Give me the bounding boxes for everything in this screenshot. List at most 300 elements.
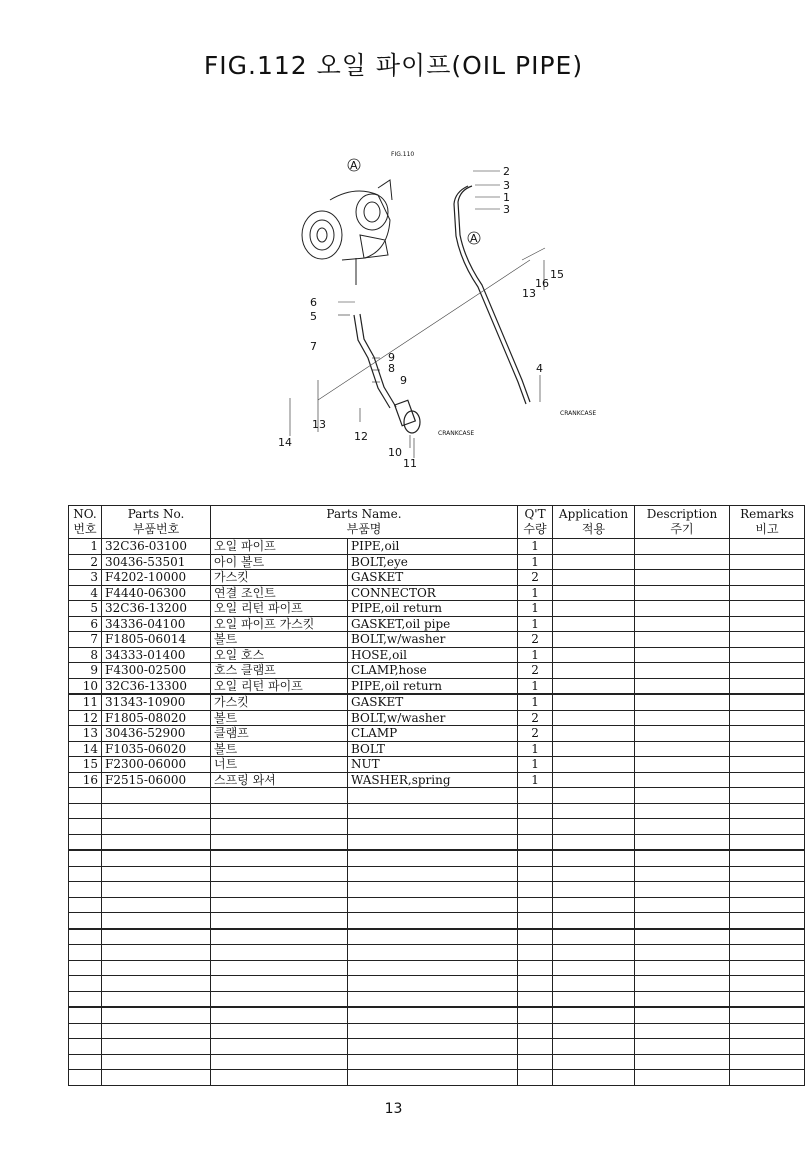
cell-qty	[518, 866, 553, 882]
cell-remarks	[730, 1007, 805, 1023]
crankcase-label-2: CRANKCASE	[438, 430, 475, 437]
cell-no	[69, 788, 102, 804]
table-row	[69, 757, 805, 773]
cell-name-ko	[211, 819, 348, 835]
cell-name-en: GASKET	[348, 694, 518, 710]
cell-qty: 1	[518, 585, 553, 601]
cell-qty: 2	[518, 632, 553, 648]
cell-remarks	[730, 694, 805, 710]
cell-name-ko: 볼트	[211, 710, 348, 726]
cell-remarks	[730, 585, 805, 601]
cell-part-no: 30436-52900	[102, 726, 211, 742]
callout-9a: 9	[388, 351, 395, 364]
table-row	[69, 991, 805, 1007]
cell-no: 10	[69, 678, 102, 694]
cell-application	[553, 757, 635, 773]
cell-application	[553, 632, 635, 648]
cell-description	[635, 1070, 730, 1086]
table-row	[69, 1039, 805, 1055]
cell-qty	[518, 788, 553, 804]
cell-application	[553, 945, 635, 961]
cell-description	[635, 570, 730, 586]
cell-description	[635, 1007, 730, 1023]
table-row	[69, 1070, 805, 1086]
cell-application	[553, 1054, 635, 1070]
cell-qty: 2	[518, 710, 553, 726]
cell-name-en: CLAMP	[348, 726, 518, 742]
cell-no: 9	[69, 663, 102, 679]
cell-qty: 1	[518, 554, 553, 570]
cell-name-ko: 오일 리턴 파이프	[211, 678, 348, 694]
cell-part-no: 32C36-03100	[102, 539, 211, 555]
cell-description	[635, 616, 730, 632]
cell-description	[635, 788, 730, 804]
cell-application	[553, 678, 635, 694]
cell-qty	[518, 834, 553, 850]
cell-name-ko: 연결 조인트	[211, 585, 348, 601]
cell-no: 3	[69, 570, 102, 586]
cell-qty	[518, 976, 553, 992]
cell-qty: 1	[518, 601, 553, 617]
table-row	[69, 866, 805, 882]
table-row	[69, 1007, 805, 1023]
cell-name-ko: 볼트	[211, 741, 348, 757]
cell-no	[69, 1070, 102, 1086]
parts-table	[68, 505, 805, 1086]
cell-description	[635, 554, 730, 570]
table-row	[69, 819, 805, 835]
callout-8: 8	[388, 362, 395, 375]
cell-remarks	[730, 647, 805, 663]
table-header-row	[69, 506, 805, 539]
header-no: NO. 번호	[69, 506, 102, 539]
cell-no	[69, 960, 102, 976]
table-row	[69, 585, 805, 601]
table-row	[69, 897, 805, 913]
cell-qty: 1	[518, 647, 553, 663]
cell-description	[635, 601, 730, 617]
cell-qty	[518, 897, 553, 913]
cell-description	[635, 1039, 730, 1055]
cell-description	[635, 929, 730, 945]
cell-part-no	[102, 960, 211, 976]
cell-qty	[518, 1054, 553, 1070]
ref-mark-a-2: A	[470, 232, 478, 245]
table-row	[69, 663, 805, 679]
cell-qty: 1	[518, 616, 553, 632]
cell-part-no	[102, 850, 211, 866]
cell-name-en: BOLT,w/washer	[348, 632, 518, 648]
cell-name-en	[348, 991, 518, 1007]
turbocharger-drawing	[302, 180, 392, 285]
cell-name-ko	[211, 1054, 348, 1070]
cell-part-no: F4440-06300	[102, 585, 211, 601]
cell-name-ko: 너트	[211, 757, 348, 773]
cell-no: 5	[69, 601, 102, 617]
callout-16: 16	[535, 277, 549, 290]
cell-no: 11	[69, 694, 102, 710]
cell-name-en	[348, 803, 518, 819]
cell-qty: 1	[518, 772, 553, 788]
cell-part-no	[102, 803, 211, 819]
header-parts-name: Parts Name. 부품명	[211, 506, 518, 539]
cell-qty: 1	[518, 694, 553, 710]
cell-name-ko	[211, 976, 348, 992]
cell-remarks	[730, 834, 805, 850]
cell-qty: 1	[518, 539, 553, 555]
cell-name-en	[348, 866, 518, 882]
cell-application	[553, 834, 635, 850]
cell-description	[635, 834, 730, 850]
cell-qty	[518, 1007, 553, 1023]
cell-no: 6	[69, 616, 102, 632]
table-row	[69, 539, 805, 555]
cell-qty	[518, 882, 553, 898]
cell-remarks	[730, 1054, 805, 1070]
cell-remarks	[730, 803, 805, 819]
cell-no: 2	[69, 554, 102, 570]
cell-part-no: F2515-06000	[102, 772, 211, 788]
table-row	[69, 710, 805, 726]
cell-description	[635, 710, 730, 726]
cell-description	[635, 726, 730, 742]
cell-no	[69, 945, 102, 961]
cell-name-ko	[211, 991, 348, 1007]
callout-13b: 13	[522, 287, 536, 300]
table-row	[69, 554, 805, 570]
parts-table-body	[69, 539, 805, 1086]
cell-part-no: 32C36-13200	[102, 601, 211, 617]
cell-no	[69, 1054, 102, 1070]
cell-name-ko	[211, 788, 348, 804]
cell-name-ko: 아이 볼트	[211, 554, 348, 570]
cell-name-en: CLAMP,hose	[348, 663, 518, 679]
cell-qty: 1	[518, 757, 553, 773]
table-row	[69, 850, 805, 866]
callout-10: 10	[388, 446, 402, 459]
cell-description	[635, 976, 730, 992]
cell-remarks	[730, 850, 805, 866]
cell-remarks	[730, 866, 805, 882]
header-parts-no: Parts No. 부품번호	[102, 506, 211, 539]
cell-name-ko: 볼트	[211, 632, 348, 648]
table-row	[69, 570, 805, 586]
cell-name-en	[348, 1054, 518, 1070]
cell-name-ko: 클램프	[211, 726, 348, 742]
exploded-parts-diagram	[260, 140, 620, 480]
cell-name-en: GASKET	[348, 570, 518, 586]
callout-14: 14	[278, 436, 292, 449]
cell-no: 8	[69, 647, 102, 663]
cell-name-ko: 호스 클램프	[211, 663, 348, 679]
table-row	[69, 788, 805, 804]
table-row	[69, 976, 805, 992]
table-row	[69, 632, 805, 648]
cell-name-en: HOSE,oil	[348, 647, 518, 663]
cell-application	[553, 663, 635, 679]
cell-name-en	[348, 1007, 518, 1023]
cell-remarks	[730, 788, 805, 804]
cell-description	[635, 803, 730, 819]
cell-application	[553, 960, 635, 976]
cell-qty: 1	[518, 741, 553, 757]
cell-name-ko	[211, 913, 348, 929]
table-row	[69, 741, 805, 757]
cell-no: 13	[69, 726, 102, 742]
header-description: Description 주기	[635, 506, 730, 539]
table-row	[69, 678, 805, 694]
cell-description	[635, 960, 730, 976]
table-row	[69, 834, 805, 850]
cell-part-no: F1805-06014	[102, 632, 211, 648]
callout-13a: 13	[312, 418, 326, 431]
cell-application	[553, 819, 635, 835]
cell-part-no	[102, 929, 211, 945]
cell-remarks	[730, 757, 805, 773]
axis-lines	[318, 248, 545, 400]
cell-name-ko	[211, 834, 348, 850]
cell-qty: 2	[518, 570, 553, 586]
cell-application	[553, 1007, 635, 1023]
table-row	[69, 960, 805, 976]
cell-description	[635, 757, 730, 773]
cell-part-no: 34333-01400	[102, 647, 211, 663]
cell-remarks	[730, 819, 805, 835]
cell-application	[553, 1023, 635, 1039]
cell-qty	[518, 850, 553, 866]
cell-name-ko: 스프링 와셔	[211, 772, 348, 788]
table-row	[69, 694, 805, 710]
cell-qty	[518, 1023, 553, 1039]
cell-part-no: F2300-06000	[102, 757, 211, 773]
cell-qty	[518, 991, 553, 1007]
cell-no	[69, 1007, 102, 1023]
cell-description	[635, 866, 730, 882]
cell-name-ko: 오일 리턴 파이프	[211, 601, 348, 617]
cell-remarks	[730, 976, 805, 992]
cell-part-no	[102, 882, 211, 898]
cell-application	[553, 991, 635, 1007]
cell-name-ko	[211, 960, 348, 976]
cell-name-en	[348, 1023, 518, 1039]
cell-no: 12	[69, 710, 102, 726]
cell-remarks	[730, 960, 805, 976]
cell-part-no: F1035-06020	[102, 741, 211, 757]
page-number: 13	[384, 1101, 403, 1117]
cell-description	[635, 663, 730, 679]
cell-application	[553, 694, 635, 710]
table-row	[69, 913, 805, 929]
cell-remarks	[730, 616, 805, 632]
cell-application	[553, 1039, 635, 1055]
callout-1: 1	[503, 191, 510, 204]
cell-description	[635, 850, 730, 866]
cell-part-no	[102, 866, 211, 882]
cell-name-en: PIPE,oil return	[348, 601, 518, 617]
cell-no	[69, 803, 102, 819]
cell-name-en	[348, 945, 518, 961]
return-pipe-drawing	[354, 314, 420, 433]
cell-part-no	[102, 819, 211, 835]
cell-name-en	[348, 882, 518, 898]
cell-part-no	[102, 976, 211, 992]
cell-description	[635, 741, 730, 757]
cell-part-no	[102, 897, 211, 913]
cell-remarks	[730, 570, 805, 586]
cell-name-en: WASHER,spring	[348, 772, 518, 788]
cell-name-en	[348, 913, 518, 929]
cell-qty: 1	[518, 678, 553, 694]
cell-application	[553, 616, 635, 632]
cell-part-no	[102, 991, 211, 1007]
cell-application	[553, 882, 635, 898]
cell-part-no	[102, 1054, 211, 1070]
cell-application	[553, 601, 635, 617]
cell-no	[69, 929, 102, 945]
callout-5: 5	[310, 310, 317, 323]
cell-no: 15	[69, 757, 102, 773]
cell-name-en: PIPE,oil	[348, 539, 518, 555]
cell-application	[553, 647, 635, 663]
table-row	[69, 726, 805, 742]
cell-name-en: BOLT,w/washer	[348, 710, 518, 726]
table-row	[69, 647, 805, 663]
cell-no	[69, 866, 102, 882]
cell-remarks	[730, 632, 805, 648]
cell-part-no	[102, 1007, 211, 1023]
cell-remarks	[730, 913, 805, 929]
cell-qty	[518, 945, 553, 961]
cell-no	[69, 834, 102, 850]
cell-part-no	[102, 1023, 211, 1039]
cell-name-ko: 가스킷	[211, 570, 348, 586]
cell-remarks	[730, 1070, 805, 1086]
cell-application	[553, 913, 635, 929]
cell-name-en	[348, 834, 518, 850]
cell-part-no	[102, 834, 211, 850]
cell-description	[635, 539, 730, 555]
cell-part-no	[102, 1039, 211, 1055]
header-application: Application 적용	[553, 506, 635, 539]
ref-mark-a-1: A	[350, 159, 358, 172]
cell-name-en	[348, 960, 518, 976]
cell-remarks	[730, 554, 805, 570]
cell-qty	[518, 819, 553, 835]
cell-name-en: PIPE,oil return	[348, 678, 518, 694]
cell-name-ko: 오일 호스	[211, 647, 348, 663]
cell-remarks	[730, 1039, 805, 1055]
cell-name-ko: 오일 파이프	[211, 539, 348, 555]
cell-application	[553, 772, 635, 788]
cell-remarks	[730, 663, 805, 679]
cell-name-en	[348, 819, 518, 835]
cell-description	[635, 647, 730, 663]
crankcase-label-1: CRANKCASE	[560, 410, 597, 417]
cell-name-en	[348, 850, 518, 866]
cell-name-en	[348, 929, 518, 945]
oil-pipe-drawing	[454, 186, 530, 404]
cell-name-ko: 가스킷	[211, 694, 348, 710]
cell-part-no	[102, 913, 211, 929]
cell-description	[635, 694, 730, 710]
callout-11: 11	[403, 457, 417, 470]
cell-description	[635, 772, 730, 788]
cell-name-en	[348, 976, 518, 992]
cell-name-ko	[211, 866, 348, 882]
callout-7: 7	[310, 340, 317, 353]
cell-name-en: BOLT	[348, 741, 518, 757]
cell-application	[553, 741, 635, 757]
cell-name-en	[348, 1039, 518, 1055]
cell-name-ko	[211, 929, 348, 945]
cell-no	[69, 819, 102, 835]
cell-application	[553, 710, 635, 726]
cell-name-ko	[211, 882, 348, 898]
cell-no	[69, 850, 102, 866]
cell-description	[635, 897, 730, 913]
cell-name-en	[348, 788, 518, 804]
cell-remarks	[730, 882, 805, 898]
cell-description	[635, 1023, 730, 1039]
cell-remarks	[730, 726, 805, 742]
callout-12: 12	[354, 430, 368, 443]
cell-qty	[518, 1070, 553, 1086]
cell-part-no: F4300-02500	[102, 663, 211, 679]
cell-name-ko	[211, 945, 348, 961]
cell-part-no: F4202-10000	[102, 570, 211, 586]
callout-15: 15	[550, 268, 564, 281]
cell-remarks	[730, 897, 805, 913]
cell-part-no: 31343-10900	[102, 694, 211, 710]
callout-4: 4	[536, 362, 543, 375]
table-row	[69, 945, 805, 961]
cell-remarks	[730, 710, 805, 726]
callout-3b: 3	[503, 203, 510, 216]
cell-application	[553, 1070, 635, 1086]
cell-part-no	[102, 1070, 211, 1086]
cell-no	[69, 1023, 102, 1039]
cell-description	[635, 1054, 730, 1070]
cell-no: 1	[69, 539, 102, 555]
cell-description	[635, 882, 730, 898]
table-row	[69, 601, 805, 617]
cell-qty: 2	[518, 726, 553, 742]
cell-name-en	[348, 1070, 518, 1086]
cell-no	[69, 976, 102, 992]
cell-name-ko	[211, 850, 348, 866]
cell-name-ko	[211, 1023, 348, 1039]
cell-application	[553, 788, 635, 804]
cell-name-ko	[211, 1070, 348, 1086]
callout-6: 6	[310, 296, 317, 309]
cell-name-en: CONNECTOR	[348, 585, 518, 601]
cell-qty	[518, 960, 553, 976]
cell-no	[69, 1039, 102, 1055]
callout-3a: 3	[503, 179, 510, 192]
cell-no: 7	[69, 632, 102, 648]
cell-name-ko	[211, 1007, 348, 1023]
cell-description	[635, 945, 730, 961]
cell-qty: 2	[518, 663, 553, 679]
cell-application	[553, 929, 635, 945]
cell-remarks	[730, 945, 805, 961]
cell-no	[69, 897, 102, 913]
cell-remarks	[730, 601, 805, 617]
cell-name-en: GASKET,oil pipe	[348, 616, 518, 632]
table-row	[69, 616, 805, 632]
cell-part-no: F1805-08020	[102, 710, 211, 726]
header-remarks: Remarks 비고	[730, 506, 805, 539]
